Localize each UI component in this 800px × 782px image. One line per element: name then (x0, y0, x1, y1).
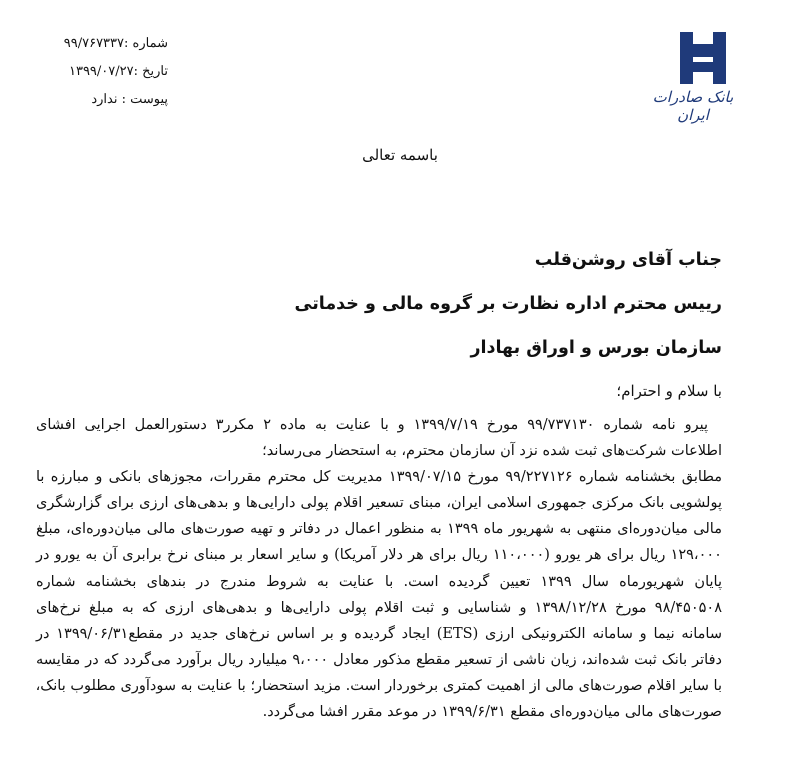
letter-body (36, 412, 722, 725)
body-line: پولشویی بانک مرکزی جمهوری اسلامی ایران، مبنای تسعیر اقلام پولی دارایی‌ها و بدهی‌های ارزی برای گزارشگری (36, 495, 722, 512)
body-line: ۹۸/۴۵۰۵۰۸ مورخ ۱۳۹۸/۱۲/۲۸ و شناسایی و ثبت اقلام پولی دارایی‌ها و بدهی‌های ارزی که به مبلغ نرخ‌های (36, 599, 722, 616)
body-line: صورت‌های مالی میان‌دوره‌ای مقطع ۱۳۹۹/۶/۳۱ در موعد مقرر افشا می‌گردد. (262, 704, 722, 721)
letter-metadata (38, 30, 168, 114)
body-line: ۱۲۹،۰۰۰ ریال برای هر یورو (۱۱۰،۰۰۰ ریال برای هر دلار آمریکا) و سایر اسعار بر مبنای نرخ برابری آن به یورو در (36, 547, 722, 564)
body-line: اطلاعات شرکت‌های ثبت شده نزد آن سازمان محترم، به استحضار می‌رساند؛ (262, 443, 722, 460)
body-line: مطابق بخشنامه شماره ۹۹/۲۲۷۱۲۶ مورخ ۱۳۹۹/۰۷/۱۵ مدیریت کل محترم مقررات، مجوزهای بانکی و مبارزه با (36, 469, 723, 486)
addressee-block (122, 238, 722, 370)
bank-name: بانک صادرات ایران (652, 88, 734, 124)
body-line: پیرو نامه شماره ۹۹/۷۳۷۱۳۰ مورخ ۱۳۹۹/۷/۱۹ و با عنایت به ماده ۲ مکرر۳ دستورالعمل اجرایی افشای (36, 417, 709, 433)
body-line: مالی میان‌دوره‌ای منتهی به شهریور ماه ۱۳۹۹ به منظور اعمال در دفاتر و تهیه صورت‌های مالی میان‌دوره‌ای، مبلغ (36, 521, 722, 538)
greeting: با سلام و احترام؛ (616, 382, 722, 400)
addressee-name: جناب آقای روشن‌قلب (534, 250, 722, 270)
body-line: دفاتر بانک ثبت شده‌اند، زیان ناشی از تسعیر مقطع مذکور معادل ۹،۰۰۰ میلیارد ریال برآورد می‌گردد که در مقایسه (36, 651, 722, 668)
body-line: سامانه نیما و سامانه الکترونیکی ارزی (ETS) ایجاد گردیده و بر اساس نرخ‌های جدید در مقطع۱۳۹۹/۰۶/۳۱ در (36, 625, 722, 642)
letter-attachment: پیوست : ندارد (91, 92, 168, 107)
addressee-organization: سازمان بورس و اوراق بهادار (470, 338, 722, 358)
addressee-title: رییس محترم اداره نظارت بر گروه مالی و خدماتی (294, 294, 722, 314)
letter-number: شماره :۹۹/۷۶۷۳۳۷ (63, 36, 168, 51)
bismillah-heading: باسمه تعالی (362, 146, 438, 164)
body-line: با سایر اقلام صورت‌های مالی از اهمیت کمتری برخوردار است. مزید استحضار؛ با عنایت به سودآوری مطلوب بانک، (35, 677, 722, 694)
body-line: پایان شهریورماه سال ۱۳۹۹ تعیین گردیده است. با عنایت به شروط مندرج در بندهای بخشنامه شماره (36, 573, 722, 590)
letter-date: تاریخ :۱۳۹۹/۰۷/۲۷ (68, 64, 168, 79)
